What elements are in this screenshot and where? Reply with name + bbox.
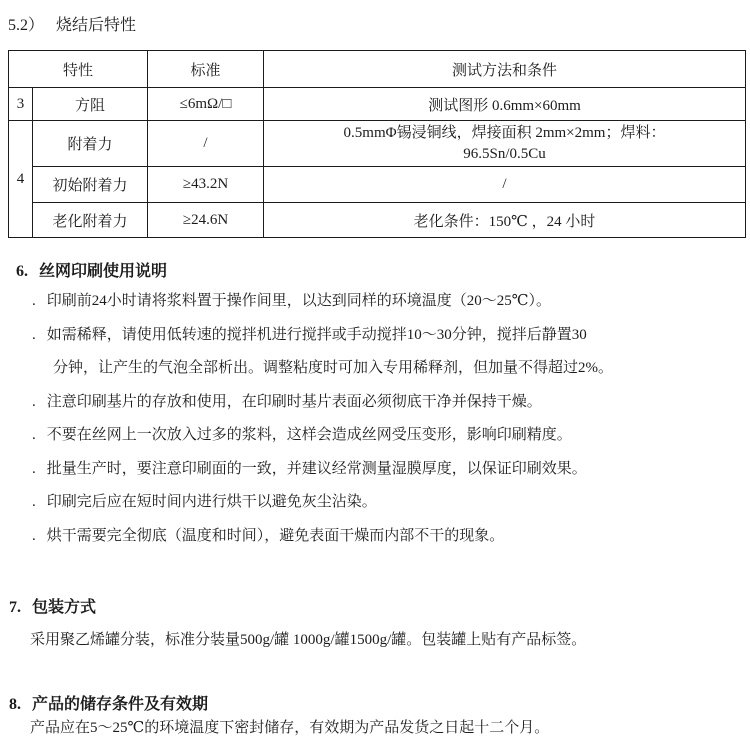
bullet-marker: .: [32, 326, 36, 343]
section-6-bullet-list: [32, 285, 740, 553]
header-cell-standard: 标准: [148, 51, 264, 88]
list-item: [32, 520, 740, 554]
aged-adhesion-method-cell: 老化条件：150℃ ，24 小时: [264, 203, 746, 238]
spec-table: [8, 50, 746, 238]
row3-method-cell: 测试图形 0.6mm×60mm: [264, 88, 746, 121]
section-7-heading: [9, 594, 96, 617]
list-item: [32, 319, 740, 386]
bullet-text-continuation: 分钟，让产生的气泡全部析出。调整粘度时可加入专用稀释剂，但加量不得超过2%。: [53, 360, 613, 376]
section-8-number: 8.: [9, 696, 21, 713]
bullet-text: 不要在丝网上一次放入过多的浆料，这样会造成丝网受压变形，影响印刷精度。: [46, 427, 572, 443]
table-row: [9, 167, 746, 203]
aged-adhesion-name-cell: 老化附着力: [33, 203, 148, 238]
section-6-heading: [16, 258, 167, 281]
section-7-title: 包装方式: [32, 599, 97, 616]
section-5-2-number: 5.2）: [8, 17, 45, 34]
bullet-text: 注意印刷基片的存放和使用，在印刷时基片表面必须彻底干净并保持干燥。: [46, 393, 542, 410]
section-5-2-heading: [8, 12, 136, 35]
adhesion-name-cell: 附着力: [33, 121, 148, 167]
list-item: [32, 285, 740, 319]
aged-adhesion-standard-cell: ≥24.6N: [148, 203, 264, 238]
list-item: [32, 453, 740, 487]
section-5-2-title: 烧结后特性: [56, 17, 137, 34]
section-8-title: 产品的储存条件及有效期: [32, 696, 209, 713]
section-7-number: 7.: [9, 599, 21, 616]
row3-number-cell: 3: [9, 88, 33, 121]
bullet-text: 批量生产时，要注意印刷面的一致，并建议经常测量湿膜厚度，以保证印刷效果。: [46, 460, 587, 477]
table-row: [9, 203, 746, 238]
bullet-marker: .: [32, 427, 36, 443]
adhesion-method-line2: 96.5Sn/0.5Cu: [463, 145, 546, 162]
bullet-text: 烘干需要完全彻底（温度和时间），避免表面干燥而内部不干的现象。: [46, 527, 505, 544]
section-8-heading: [9, 691, 208, 714]
adhesion-method-line1: 0.5mmΦ锡浸铜线，焊接面积 2mm×2mm；焊料：: [343, 124, 666, 141]
bullet-marker: .: [32, 494, 36, 510]
section-8-body: 产品应在5～25℃的环境温度下密封储存，有效期为产品发货之日起十二个月。: [30, 720, 550, 736]
list-item: [32, 486, 740, 520]
adhesion-standard-cell: /: [148, 121, 264, 167]
section-7-body: 采用聚乙烯罐分装，标准分装量500g/罐 1000g/罐1500g/罐。包装罐上贴有产品标签。: [30, 632, 587, 648]
initial-adhesion-standard-cell: ≥43.2N: [148, 167, 264, 203]
header-cell-characteristic: 特性: [9, 51, 148, 88]
row4-number-cell: 4: [9, 121, 33, 238]
bullet-marker: .: [32, 393, 36, 410]
row3-name-cell: 方阻: [33, 88, 148, 121]
initial-adhesion-method-cell: /: [264, 167, 746, 203]
row3-standard-cell: ≤6mΩ/□: [148, 88, 264, 121]
table-header-row: [9, 51, 746, 88]
adhesion-method-cell: [264, 121, 746, 167]
bullet-marker: .: [32, 527, 36, 544]
list-item: [32, 419, 740, 453]
bullet-marker: .: [32, 460, 36, 477]
bullet-text: 印刷前24小时请将浆料置于操作间里，以达到同样的环境温度（20～25℃）。: [46, 293, 552, 309]
header-cell-method: 测试方法和条件: [264, 51, 746, 88]
section-6-number: 6.: [16, 263, 28, 280]
bullet-marker: .: [32, 293, 36, 309]
section-6-title: 丝网印刷使用说明: [39, 263, 168, 280]
table-row: [9, 88, 746, 121]
bullet-text: 印刷完后应在短时间内进行烘干以避免灰尘沾染。: [46, 494, 377, 510]
initial-adhesion-name-cell: 初始附着力: [33, 167, 148, 203]
bullet-text: 如需稀释，请使用低转速的搅拌机进行搅拌或手动搅拌10～30分钟，搅拌后静置30: [46, 326, 587, 343]
table-row: [9, 121, 746, 167]
list-item: [32, 386, 740, 420]
